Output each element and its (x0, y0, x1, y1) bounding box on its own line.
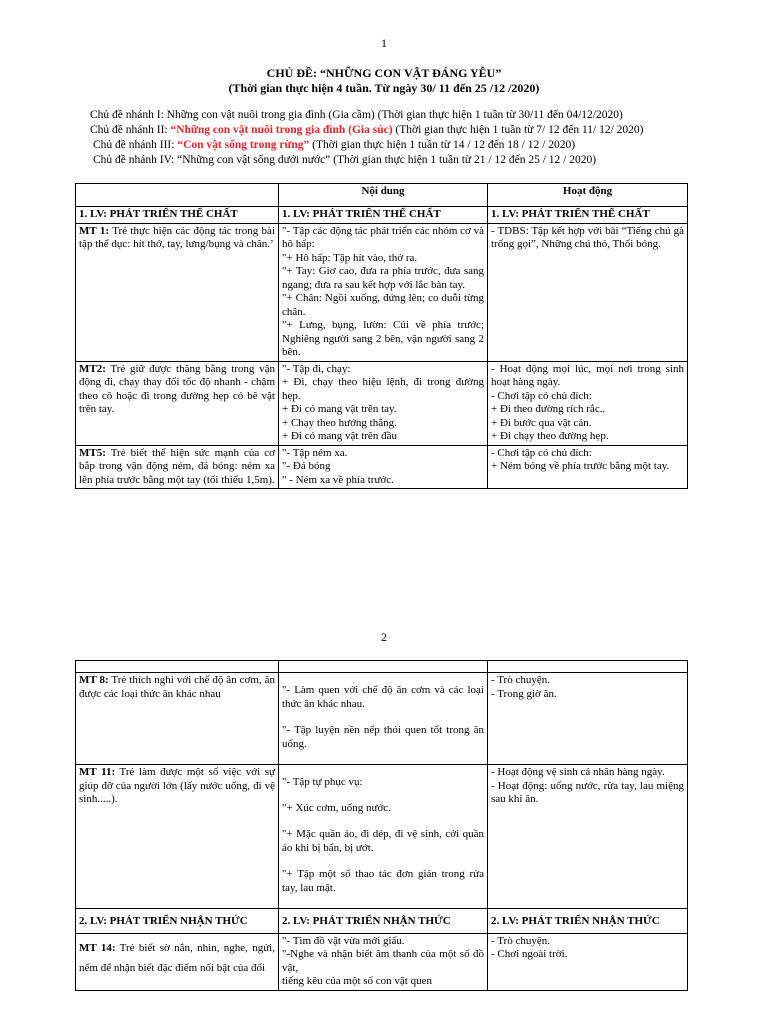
activity-cell (488, 445, 688, 489)
goal-text: Trẻ biết thể hiện sức mạnh của cơ bắp trong vận động ném, đá bóng: ném xa lên phía trước bằng một tay (tối thiểu 1,5m). (79, 446, 275, 486)
table-row (76, 673, 688, 765)
content-line: "- Tập tự phục vụ: (282, 776, 363, 788)
content-line: "+ Chân: Ngồi xuống, đứng lên; co duỗi từng chân. (282, 292, 484, 318)
goal-cell (76, 445, 279, 489)
goal-code: MT 8: (79, 674, 109, 686)
section-row (76, 207, 688, 224)
section-cell: 1. LV: PHÁT TRIỂN THỂ CHẤT (279, 207, 488, 224)
content-line: "- Tập ném xa. (282, 446, 348, 459)
goal-text: Trẻ thực hiện các động tác trong bài tập thể dục: hít thở, tay, lưng/bụng và chân.’ (79, 224, 275, 250)
branch-name: Những con vật nuôi trong gia đình (Gia cầm) (166, 109, 375, 121)
branch-3 (93, 138, 575, 153)
section-cell: 2. LV: PHÁT TRIỂN NHẬN THỨC (488, 909, 688, 934)
header-cell-activity: Hoạt động (488, 184, 688, 207)
activity-line: - Hoạt động vệ sinh cá nhân hàng ngày. (491, 766, 665, 778)
goal-text: Trẻ giữ được thăng bằng trong vận động đi, chạy thay đổi tốc độ nhanh - chậm theo cô hoặc đi trong đường hẹp có bê vật trên tay. (79, 362, 275, 415)
goal-cell (76, 933, 279, 990)
branch-4 (93, 153, 596, 168)
activity-cell (488, 933, 688, 990)
branch-time: (Thời gian thực hiện 1 tuần từ 14 / 12 đến 18 / 12 / 2020) (309, 139, 576, 151)
branch-prefix: Chủ đề nhánh IV: (93, 154, 178, 166)
section-cell: 1. LV: PHÁT TRIỂN THỂ CHẤT (488, 207, 688, 224)
activity-line: + Đi bước qua vật cản. (491, 416, 592, 429)
content-line: "+ Xúc cơm, uống nước. (282, 802, 391, 814)
branch-prefix: Chủ đề nhánh I: (90, 109, 167, 121)
goal-cell (76, 765, 279, 909)
table-row (76, 933, 688, 990)
header-cell-content: Nội dung (279, 184, 488, 207)
activity-cell (488, 223, 688, 361)
content-line: "+ Hô hấp: Tập hít vào, thở ra. (282, 251, 418, 264)
content-line: + Đi, chạy theo hiệu lệnh, đi trong đường hẹp. (282, 376, 484, 402)
goal-cell (76, 361, 279, 445)
content-line: "+ Tập một số thao tác đơn giản trong rửa tay, lau mặt. (282, 868, 484, 894)
branch-time: (Thời gian thực hiện 1 tuần từ 21 / 12 đến 25 / 12 / 2020) (330, 154, 597, 166)
content-line: "- Tập đi, chạy: (282, 362, 351, 375)
table-row (76, 361, 688, 445)
table-header-row (76, 184, 688, 207)
goal-cell (76, 223, 279, 361)
activity-cell (488, 673, 688, 765)
content-cell (279, 223, 488, 361)
content-line: + Đi có mang vật trên đầu (282, 430, 397, 442)
plan-table-page2 (75, 660, 688, 991)
content-line: "- Làm quen với chế độ ăn cơm và các loại thức ăn khác nhau. (282, 684, 484, 710)
page-number: 1 (381, 36, 387, 50)
branch-time: (Thời gian thực hiện 1 tuần từ 30/11 đến 04/12/2020) (374, 109, 623, 121)
goal-text: Trẻ biết sờ nắn, nhìn, nghe, ngửi, nếm để nhận biết đặc điểm nổi bật của đối (79, 941, 275, 974)
content-line: "- Tập luyện nền nếp thói quen tốt trong ăn uống. (282, 724, 484, 750)
goal-code: MT 11: (79, 766, 116, 778)
content-line: " - Ném xa về phía trước. (282, 473, 394, 486)
content-line: "-Nghe và nhận biết âm thanh của một số đồ vật, (282, 948, 484, 974)
activity-line: + Đi chạy theo đường hẹp. (491, 430, 609, 442)
section-cell: 2. LV: PHÁT TRIỂN NHẬN THỨC (279, 909, 488, 934)
table-row (76, 765, 688, 909)
goal-text: Trẻ thích nghi với chế độ ăn cơm, ăn được các loại thức ăn khác nhau (79, 674, 275, 700)
branch-time: (Thời gian thực hiện 1 tuần từ 7/ 12 đến 11/ 12/ 2020) (392, 124, 644, 136)
branch-prefix: Chủ đề nhánh III: (93, 139, 178, 151)
empty-header-row (76, 661, 688, 673)
activity-cell (488, 765, 688, 909)
activity-line: - Chơi tập có chủ đích: (491, 389, 592, 402)
content-line: + Đi có mang vật trên tay. (282, 403, 397, 415)
goal-code: MT5: (79, 446, 106, 459)
branch-1 (90, 108, 623, 123)
plan-table-page1 (75, 183, 688, 489)
content-cell (279, 933, 488, 990)
content-cell (279, 673, 488, 765)
content-line: "- Đá bóng (282, 460, 331, 472)
branch-name: “Những con vật sống dưới nước” (177, 154, 331, 166)
branch-2 (90, 123, 644, 138)
content-line: "- Tìm đồ vật vừa mới giấu. (282, 934, 405, 947)
branch-name: “Con vật sống trong rừng” (177, 139, 310, 151)
content-line: "+ Lưng, bụng, lườn: Cúi về phía trước; Nghiêng người sang 2 bên, vặn người sang 2 bên. (282, 319, 484, 358)
branch-prefix: Chủ đề nhánh II: (90, 124, 171, 136)
activity-line: + Ném bóng về phía trước bằng một tay. (491, 460, 670, 472)
section-row (76, 909, 688, 934)
content-line: + Chạy theo hướng thẳng. (282, 416, 397, 429)
topic-subtitle: (Thời gian thực hiện 4 tuần. Từ ngày 30/ 11 đến 25 /12 /2020) (228, 81, 540, 95)
branch-name: “Những con vật nuôi trong gia đình (Gia súc) (170, 124, 393, 136)
section-cell: 2. LV: PHÁT TRIỂN NHẬN THỨC (76, 909, 279, 934)
content-cell (279, 445, 488, 489)
content-line: "+ Tay: Giơ cao, đưa ra phía trước, đưa sang ngang; đưa ra sau kết hợp với lắc bàn tay. (282, 265, 484, 291)
section-cell: 1. LV: PHÁT TRIỂN THỂ CHẤT (76, 207, 279, 224)
activity-line: - Chơi ngoài trời. (491, 948, 568, 960)
content-cell (279, 361, 488, 445)
topic-title: CHỦ ĐỀ: “NHỮNG CON VẬT ĐÁNG YÊU” (266, 66, 502, 80)
topic-title-block (0, 66, 768, 96)
content-line: "+ Mặc quần áo, đi dép, đi vệ sinh, cởi quần áo khi bị bẩn, bị ướt. (282, 828, 484, 854)
goal-cell (76, 673, 279, 765)
goal-code: MT 1: (79, 224, 110, 237)
table-row (76, 223, 688, 361)
content-cell (279, 765, 488, 909)
activity-line: + Đi theo đường rích rắc.. (491, 403, 606, 415)
table-row (76, 445, 688, 489)
activity-line: - Trò chuyện. (491, 674, 550, 686)
activity-line: - Chơi tập có chủ đích: (491, 446, 592, 459)
activity-line: - Trong giờ ăn. (491, 687, 557, 700)
goal-code: MT2: (79, 362, 106, 375)
goal-code: MT 14: (79, 941, 116, 954)
activity-line: - Hoạt động mọi lúc, mọi nơi trong sinh hoạt hàng ngày. (491, 362, 684, 388)
activity-line: - TDBS: Tập kết hợp với bài “Tiếng chú gà trống gọi”, Những chú thỏ, Thổi bóng. (491, 224, 684, 250)
goal-text: Trẻ làm được một số việc với sự giúp đỡ của người lớn (lấy nước uống, đi vệ sinh.....). (79, 766, 276, 805)
header-cell-goal (76, 184, 279, 207)
activity-cell (488, 361, 688, 445)
page-number: 2 (381, 630, 387, 644)
content-line: "- Tập các động tác phát triển các nhóm cơ và hô hấp: (282, 224, 484, 250)
activity-line: - Trò chuyện. (491, 934, 550, 947)
activity-line: - Hoạt động: uống nước, rửa tay, lau miệng sau khi ăn. (491, 779, 684, 805)
content-line: tiếng kêu của một số con vật quen (282, 975, 432, 987)
